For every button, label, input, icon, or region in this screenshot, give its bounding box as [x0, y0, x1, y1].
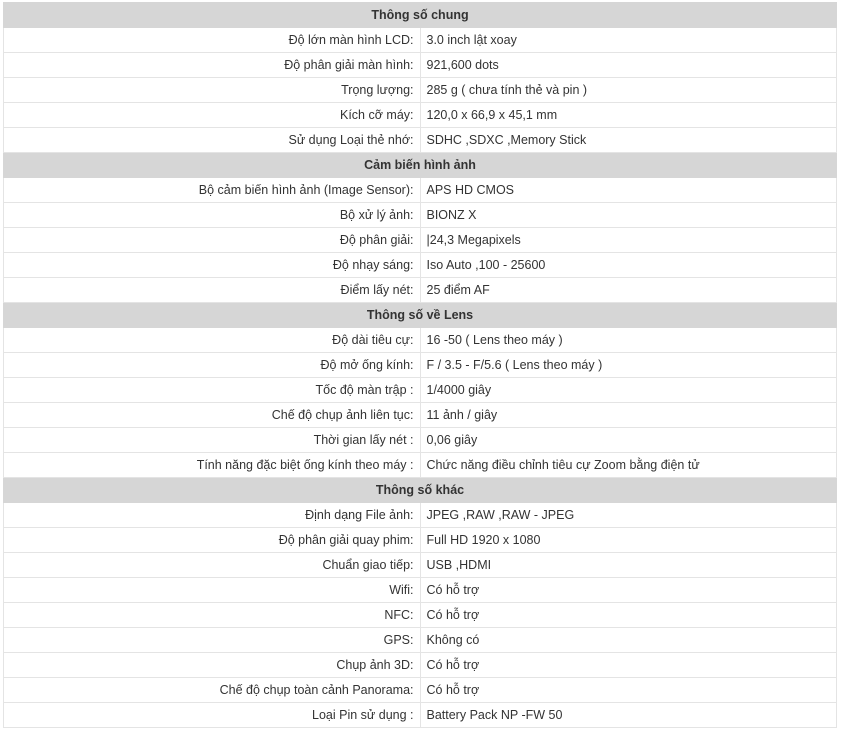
table-row [4, 228, 837, 253]
table-row [4, 253, 837, 278]
row-value: 11 ảnh / giây [420, 403, 837, 428]
section-header [4, 153, 837, 178]
table-row [4, 278, 837, 303]
table-row [4, 103, 837, 128]
row-label: Điểm lấy nét: [4, 278, 421, 303]
row-label: Độ phân giải màn hình: [4, 53, 421, 78]
table-row [4, 578, 837, 603]
row-value: APS HD CMOS [420, 178, 837, 203]
section-title: Cảm biến hình ảnh [4, 153, 837, 178]
row-value: |24,3 Megapixels [420, 228, 837, 253]
table-row [4, 528, 837, 553]
row-label: Bộ cảm biến hình ảnh (Image Sensor): [4, 178, 421, 203]
section-header [4, 303, 837, 328]
table-row [4, 353, 837, 378]
row-label: Tính năng đặc biệt ống kính theo máy : [4, 453, 421, 478]
table-row [4, 378, 837, 403]
section-header [4, 3, 837, 28]
row-label: GPS: [4, 628, 421, 653]
row-value: 1/4000 giây [420, 378, 837, 403]
row-value: 16 -50 ( Lens theo máy ) [420, 328, 837, 353]
row-label: Trọng lượng: [4, 78, 421, 103]
row-label: Độ phân giải: [4, 228, 421, 253]
row-label: NFC: [4, 603, 421, 628]
row-value: SDHC ,SDXC ,Memory Stick [420, 128, 837, 153]
row-value: 120,0 x 66,9 x 45,1 mm [420, 103, 837, 128]
table-row [4, 328, 837, 353]
row-value: Không có [420, 628, 837, 653]
row-label: Kích cỡ máy: [4, 103, 421, 128]
row-value: Có hỗ trợ [420, 578, 837, 603]
section-title: Thông số khác [4, 478, 837, 503]
row-value: Có hỗ trợ [420, 653, 837, 678]
table-row [4, 78, 837, 103]
row-value: Chức năng điều chỉnh tiêu cự Zoom bằng điện tử [420, 453, 837, 478]
section-title: Thông số chung [4, 3, 837, 28]
row-label: Thời gian lấy nét : [4, 428, 421, 453]
table-row [4, 128, 837, 153]
row-value: 3.0 inch lật xoay [420, 28, 837, 53]
table-row [4, 503, 837, 528]
row-label: Định dạng File ảnh: [4, 503, 421, 528]
row-value: 285 g ( chưa tính thẻ và pin ) [420, 78, 837, 103]
table-row [4, 403, 837, 428]
row-label: Chụp ảnh 3D: [4, 653, 421, 678]
table-row [4, 653, 837, 678]
spec-table [3, 2, 837, 728]
row-value: BIONZ X [420, 203, 837, 228]
row-label: Độ lớn màn hình LCD: [4, 28, 421, 53]
row-value: Iso Auto ,100 - 25600 [420, 253, 837, 278]
row-value: F / 3.5 - F/5.6 ( Lens theo máy ) [420, 353, 837, 378]
row-value: USB ,HDMI [420, 553, 837, 578]
row-label: Bộ xử lý ảnh: [4, 203, 421, 228]
row-value: JPEG ,RAW ,RAW - JPEG [420, 503, 837, 528]
row-value: Có hỗ trợ [420, 678, 837, 703]
table-row [4, 603, 837, 628]
row-value: Battery Pack NP -FW 50 [420, 703, 837, 728]
row-label: Wifi: [4, 578, 421, 603]
table-row [4, 453, 837, 478]
row-label: Chuẩn giao tiếp: [4, 553, 421, 578]
table-row [4, 203, 837, 228]
table-row [4, 28, 837, 53]
table-row [4, 553, 837, 578]
table-row [4, 703, 837, 728]
table-row [4, 178, 837, 203]
row-value: 0,06 giây [420, 428, 837, 453]
table-row [4, 428, 837, 453]
section-header [4, 478, 837, 503]
row-label: Độ nhạy sáng: [4, 253, 421, 278]
row-label: Loại Pin sử dụng : [4, 703, 421, 728]
row-value: Có hỗ trợ [420, 603, 837, 628]
row-label: Độ dài tiêu cự: [4, 328, 421, 353]
row-label: Tốc độ màn trập : [4, 378, 421, 403]
row-value: Full HD 1920 x 1080 [420, 528, 837, 553]
row-value: 25 điểm AF [420, 278, 837, 303]
row-label: Chế độ chụp ảnh liên tục: [4, 403, 421, 428]
table-row [4, 628, 837, 653]
row-label: Độ mở ống kính: [4, 353, 421, 378]
row-label: Độ phân giải quay phim: [4, 528, 421, 553]
table-row [4, 678, 837, 703]
section-title: Thông số về Lens [4, 303, 837, 328]
row-value: 921,600 dots [420, 53, 837, 78]
table-row [4, 53, 837, 78]
row-label: Chế độ chụp toàn cảnh Panorama: [4, 678, 421, 703]
row-label: Sử dụng Loại thẻ nhớ: [4, 128, 421, 153]
